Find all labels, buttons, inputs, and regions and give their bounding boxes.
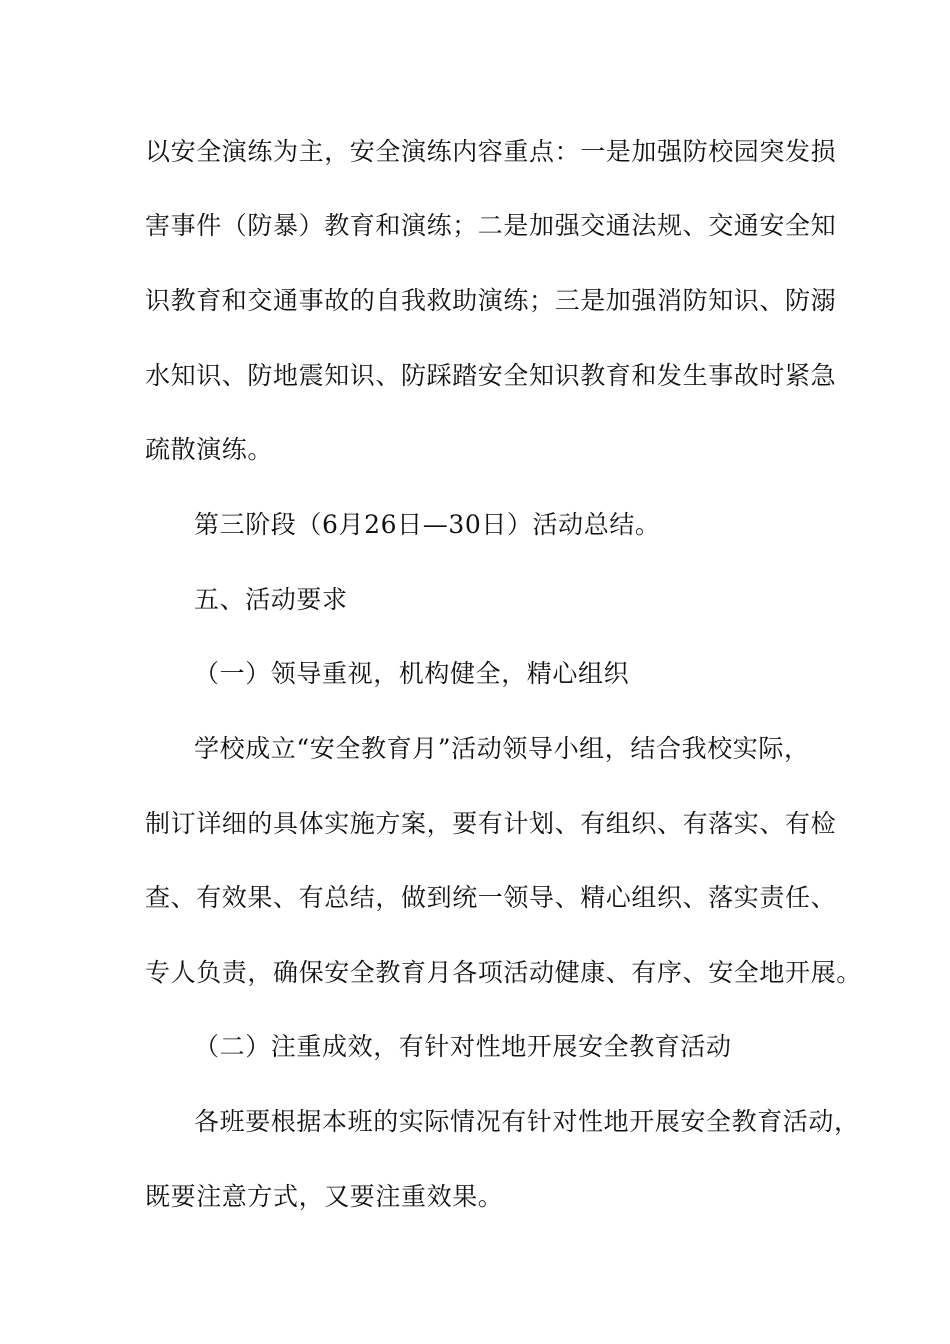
- paragraph-line: 学校成立“安全教育月”活动领导小组，结合我校实际，: [194, 734, 810, 763]
- paragraph-line: 害事件（防暴）教育和演练；二是加强交通法规、交通安全知: [145, 211, 837, 240]
- paragraph-line: 专人负责，确保安全教育月各项活动健康、有序、安全地开展。: [145, 958, 862, 987]
- paragraph-line: 识教育和交通事故的自我救助演练；三是加强消防知识、防溺: [145, 286, 837, 315]
- paragraph-line: 查、有效果、有总结，做到统一领导、精心组织、落实责任、: [145, 883, 837, 912]
- phase-three-line: 第三阶段（6月26日—30日）活动总结。: [194, 510, 661, 539]
- paragraph-line: 制订详细的具体实施方案，要有计划、有组织、有落实、有检: [145, 809, 837, 838]
- section-heading: 五、活动要求: [194, 585, 348, 614]
- paragraph-line: 既要注意方式，又要注重效果。: [145, 1182, 504, 1211]
- paragraph-line: 疏散演练。: [145, 435, 274, 464]
- paragraph-line: 以安全演练为主，安全演练内容重点：一是加强防校园突发损: [145, 137, 837, 166]
- paragraph-line: 各班要根据本班的实际情况有针对性地开展安全教育活动，: [194, 1107, 860, 1136]
- paragraph-line: 水知识、防地震知识、防踩踏安全知识教育和发生事故时紧急: [145, 361, 837, 390]
- subsection-heading: （二）注重成效，有针对性地开展安全教育活动: [194, 1032, 732, 1061]
- subsection-heading: （一）领导重视，机构健全，精心组织: [194, 659, 630, 688]
